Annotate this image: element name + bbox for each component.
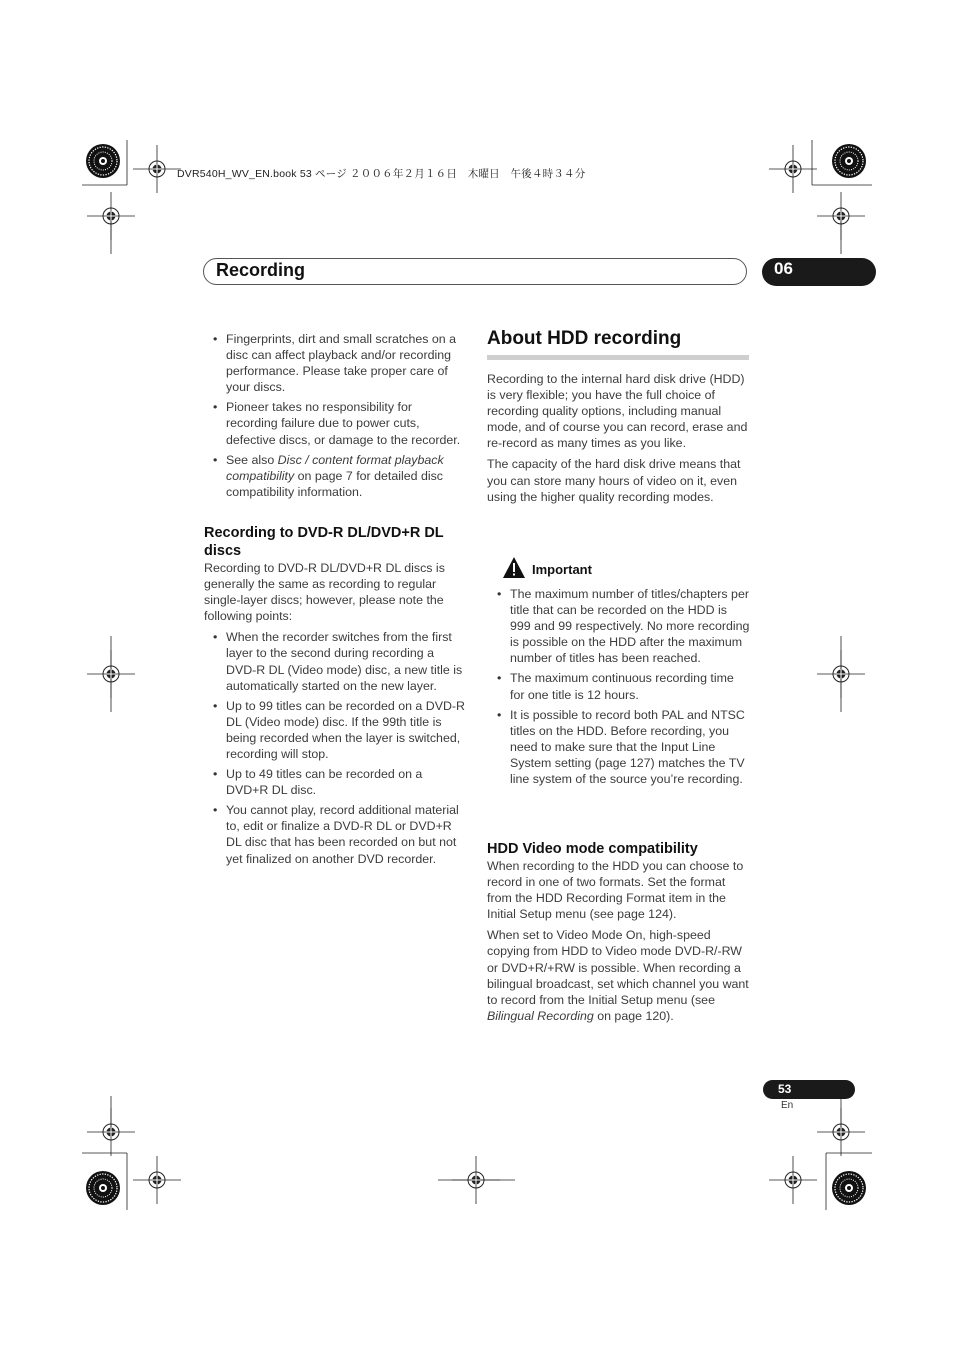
list-item [204,452,466,500]
section-title: Recording [216,260,306,280]
text-run: on page 120). [593,1008,674,1023]
hdd-intro [487,371,749,510]
dl-discs-heading: Recording to DVD-R DL/DVD+R DL discs [204,524,444,559]
page-number-badge: 53 [763,1080,855,1099]
list-item: • It is possible to record both PAL and NTSC titles on the HDD. Before recording, you need to make sure that the Input Line System setting (page 127) matches the TV line system of the source you’re recording. [488,707,750,787]
list-item: • The maximum number of titles/chapters per title that can be recorded on the HDD is 999 and 99 respectively. No more recording is possible on the HDD after the maximum number of titles has been reached. [488,586,750,666]
crop-lines [82,140,872,1210]
paragraph: The capacity of the hard disk drive means that you can store many hours of video on it, even using the higher quality recording modes. [487,457,741,504]
text-run: When set to Video Mode On, high-speed copying from HDD to Video mode DVD-R/-RW or DVD+R/+RW is possible. When recording a bilingual broadcast, set which channel you want to record from the Initial Setup menu (see [487,928,749,1007]
important-notes [488,586,750,791]
language-code: En [781,1100,794,1111]
paragraph: Recording to the internal hard disk drive (HDD) is very flexible; you have the full choice of recording quality options, including manual mode, and of course you can record, erase and re-record as many times as you like. [487,372,748,451]
list-item: • Up to 99 titles can be recorded on a DVD-R DL (Video mode) disc. If the 99th title is being recorded when the layer is switched, recording will stop. [204,698,466,762]
cross-reference: Bilingual Recording [487,1008,594,1023]
paragraph [487,927,749,1024]
print-info: DVR540H_WV_EN.book 53 ページ ２００６年２月１６日 木曜日 午後４時３４分 [177,168,586,180]
hdd-video-mode-heading: HDD Video mode compatibility [487,841,698,857]
dl-points-list [204,629,466,866]
about-hdd-heading: About HDD recording [487,328,749,360]
important-label: Important [532,562,592,577]
list-item: • Up to 49 titles can be recorded on a DVD+R DL disc. [204,766,466,798]
important-list [488,586,750,787]
list-item: • When the recorder switches from the first layer to the second during recording a DVD-R DL (Video mode) disc, a new title is automatically started on the new layer. [204,629,466,693]
paragraph: When recording to the HDD you can choose to record in one of two formats. Set the format from the HDD Recording Format item in the Initial Setup menu (see page 124). [487,859,744,922]
chapter-number-badge: 06 [762,258,876,286]
list-item: • Pioneer takes no responsibility for recording failure due to power cuts, defective discs, or damage to the recorder. [204,399,466,447]
important-warning-icon [502,556,526,580]
left-column [204,331,466,871]
text-run: on page 7 for detailed disc compatibility information. [226,468,443,499]
disc-care-list [204,331,466,500]
list-item: • You cannot play, record additional material to, edit or finalize a DVD-R DL or DVD+R DL disc that has been recorded on but not yet finalized on another DVD recorder. [204,802,466,866]
list-item: • The maximum continuous recording time for one title is 12 hours. [488,670,750,702]
dl-intro-paragraph: Recording to DVD-R DL/DVD+R DL discs is generally the same as recording to regular single-layer discs; however, please note the following points: [204,560,445,624]
text-run: See also [226,452,278,467]
hdd-video-mode-section [487,840,749,1029]
cross-reference: Disc / content format playback compatibility [226,452,444,483]
list-item: • Fingerprints, dirt and small scratches on a disc can affect playback and/or recording performance. Please take proper care of your discs. [204,331,466,395]
